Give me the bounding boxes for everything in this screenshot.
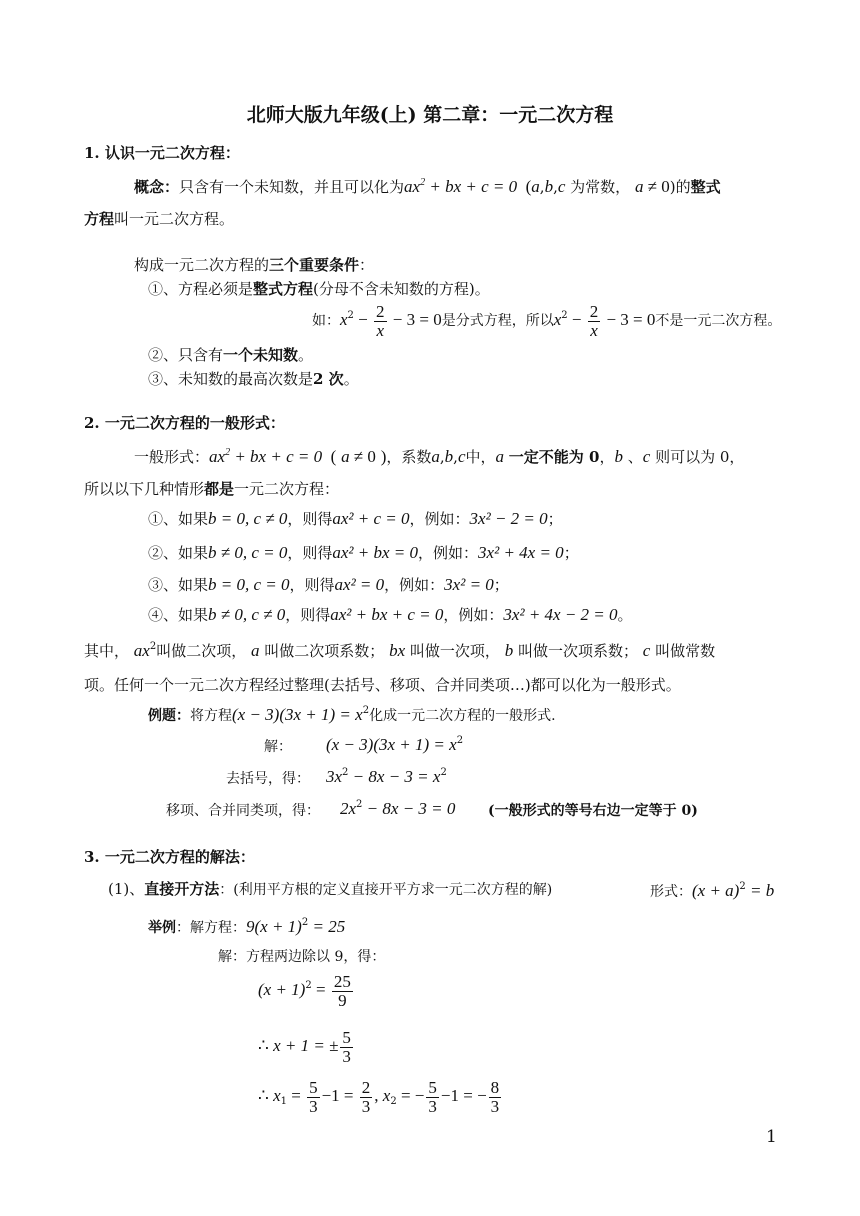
general-form-line: 一般形式：$ax^2$ + bx + c = 0 ( a ≠ 0 )，系数a,b,c中，a 一定不能为 0，b 、c 则可以为 0， <box>134 447 745 466</box>
method-1-example: 举例：解方程：$9(x + 1)^2 = 25$ <box>148 917 346 936</box>
example-label: 例题： <box>148 708 190 724</box>
method-1-form: 形式：$(x + a)^2 = b$ <box>650 881 775 900</box>
cond1-strong: 整式方程 <box>253 280 314 298</box>
cont-pre: 所以以下几种情形 <box>84 480 205 498</box>
case-2: ②、如果b ≠ 0, c = 0，则得ax² + bx = 0，例如：3x² + 4x = 0； <box>148 543 579 562</box>
concept-strong: 整式 <box>690 178 721 196</box>
section-2-heading: 2. 一元二次方程的一般形式： <box>84 414 285 432</box>
condition-1-example: 如：$x^2$ − $\frac{2}{x}$ − 3 = 0是分式方程，所以$x^2$ − $\frac{2}{x}$ − 3 = 0不是一元二次方程。 <box>312 301 782 340</box>
section-1-heading: 1. 认识一元二次方程： <box>84 144 240 162</box>
case-4: ④、如果b ≠ 0, c ≠ 0，则得ax² + bx + c = 0，例如：3x² + 4x − 2 = 0。 <box>148 605 633 624</box>
gen-post: 则可以为 0， <box>655 448 745 466</box>
page-number: 1 <box>766 1127 777 1147</box>
section-3-heading: 3. 一元二次方程的解法： <box>84 848 255 866</box>
solution-step-1: 去括号，得： <box>226 771 310 787</box>
cont-strong: 都是 <box>204 480 235 498</box>
method-1-name: 直接开方法 <box>144 880 220 898</box>
condition-3 <box>148 368 359 390</box>
solution-eq-1: $3x^2 - 8x - 3 = x^2$ <box>326 767 447 786</box>
conditions-intro <box>134 254 374 276</box>
fraction-2-over-x-b: $\frac{2}{x}$ <box>589 301 599 340</box>
cond2-post: 。 <box>298 346 314 364</box>
solution-eq-0: $(x - 3)(3x + 1) = x^2$ <box>326 735 464 754</box>
solution-note: (一般形式的等号右边一定等于 0) <box>488 803 698 819</box>
method-1-step-1: $(x + 1)^2$ = $\frac{25}{9}$ <box>258 971 351 1010</box>
terms-line-2: 项。任何一个一元二次方程经过整理(去括号、移项、合并同类项…)都可以化为一般形式。 <box>84 676 681 694</box>
condition-1 <box>148 278 490 300</box>
gen-mid: ，系数 <box>386 448 432 466</box>
method-1-step-2: ∴ x + 1 = ± $\frac{5}{3}$ <box>258 1027 351 1066</box>
concept-line: 概念：只含有一个未知数，并且可以化为$ax^2$ + bx + c = 0 (a,b,c 为常数， a ≠ 0)的整式 <box>134 177 721 196</box>
case-1: ①、如果b = 0, c ≠ 0，则得ax² + c = 0，例如：3x² − 2 = 0； <box>148 509 563 528</box>
cond-intro: 构成一元二次方程的 <box>134 256 270 274</box>
gen-strong: 一定不能为 0 <box>508 448 600 466</box>
cond1-post: (分母不含未知数的方程)。 <box>313 280 490 298</box>
concept-end: 叫一元二次方程。 <box>114 210 235 228</box>
ex-pre: 如： <box>312 313 340 329</box>
page-title: 北师大版九年级(上) 第二章：一元二次方程 <box>246 104 614 126</box>
concept-line-2 <box>84 208 234 230</box>
solution-eq-2: $2x^2 - 8x - 3 = 0$ <box>340 799 456 818</box>
ex-mid: 是分式方程，所以 <box>441 313 554 329</box>
general-form-cont <box>84 478 339 500</box>
concept-equation: $ax^2$ + bx + c = 0 <box>404 177 518 196</box>
method-1-step-3: ∴ $x_1$ = $\frac{5}{3}$ −1 = $\frac{2}{3}$ , $x_2$ = − $\frac{5}{3}$ −1 = − $\frac{8}{3}$ <box>258 1077 500 1116</box>
terms-line-1: 其中， $ax^2$叫做二次项， a 叫做二次项系数； bx 叫做一次项， b 叫做一次项系数； c 叫做常数 <box>84 641 716 660</box>
ex-post: 不是一元二次方程。 <box>655 313 782 329</box>
concept-strong-2: 方程 <box>84 210 115 228</box>
cond-colon: ： <box>359 256 375 274</box>
fraction-2-over-x: $\frac{2}{x}$ <box>376 301 385 340</box>
cont-post: 一元二次方程： <box>234 480 340 498</box>
solution-step-2: 移项、合并同类项，得： <box>166 803 320 819</box>
cond-strong: 三个重要条件 <box>269 256 360 274</box>
example-label-2: 举例 <box>148 920 176 936</box>
solution-step-0: 解： <box>264 739 292 755</box>
cond2-pre: ②、只含有 <box>148 346 224 364</box>
cond3-strong: 2 次 <box>313 370 344 388</box>
method-1-line: (1)、直接开方法：(利用平方根的定义直接开平方求一元二次方程的解) <box>108 880 553 898</box>
case-3: ③、如果b = 0, c = 0，则得ax² = 0，例如：3x² = 0； <box>148 575 509 594</box>
concept-text: 只含有一个未知数，并且可以化为 <box>179 178 405 196</box>
concept-label: 概念： <box>134 178 180 196</box>
gen-pre: 一般形式： <box>134 448 210 466</box>
gen-mid2: 中， <box>465 448 496 466</box>
example-line: 例题：将方程$(x - 3)(3x + 1) = x^2$化成一元二次方程的一般形式. <box>148 705 556 724</box>
cond2-strong: 一个未知数 <box>223 346 299 364</box>
condition-2 <box>148 344 313 366</box>
cond3-post: 。 <box>343 370 359 388</box>
cond3-pre: ③、未知数的最高次数是 <box>148 370 314 388</box>
cond1-pre: ①、方程必须是 <box>148 280 254 298</box>
method-1-solution-intro: 解：方程两边除以 9，得： <box>218 949 386 965</box>
